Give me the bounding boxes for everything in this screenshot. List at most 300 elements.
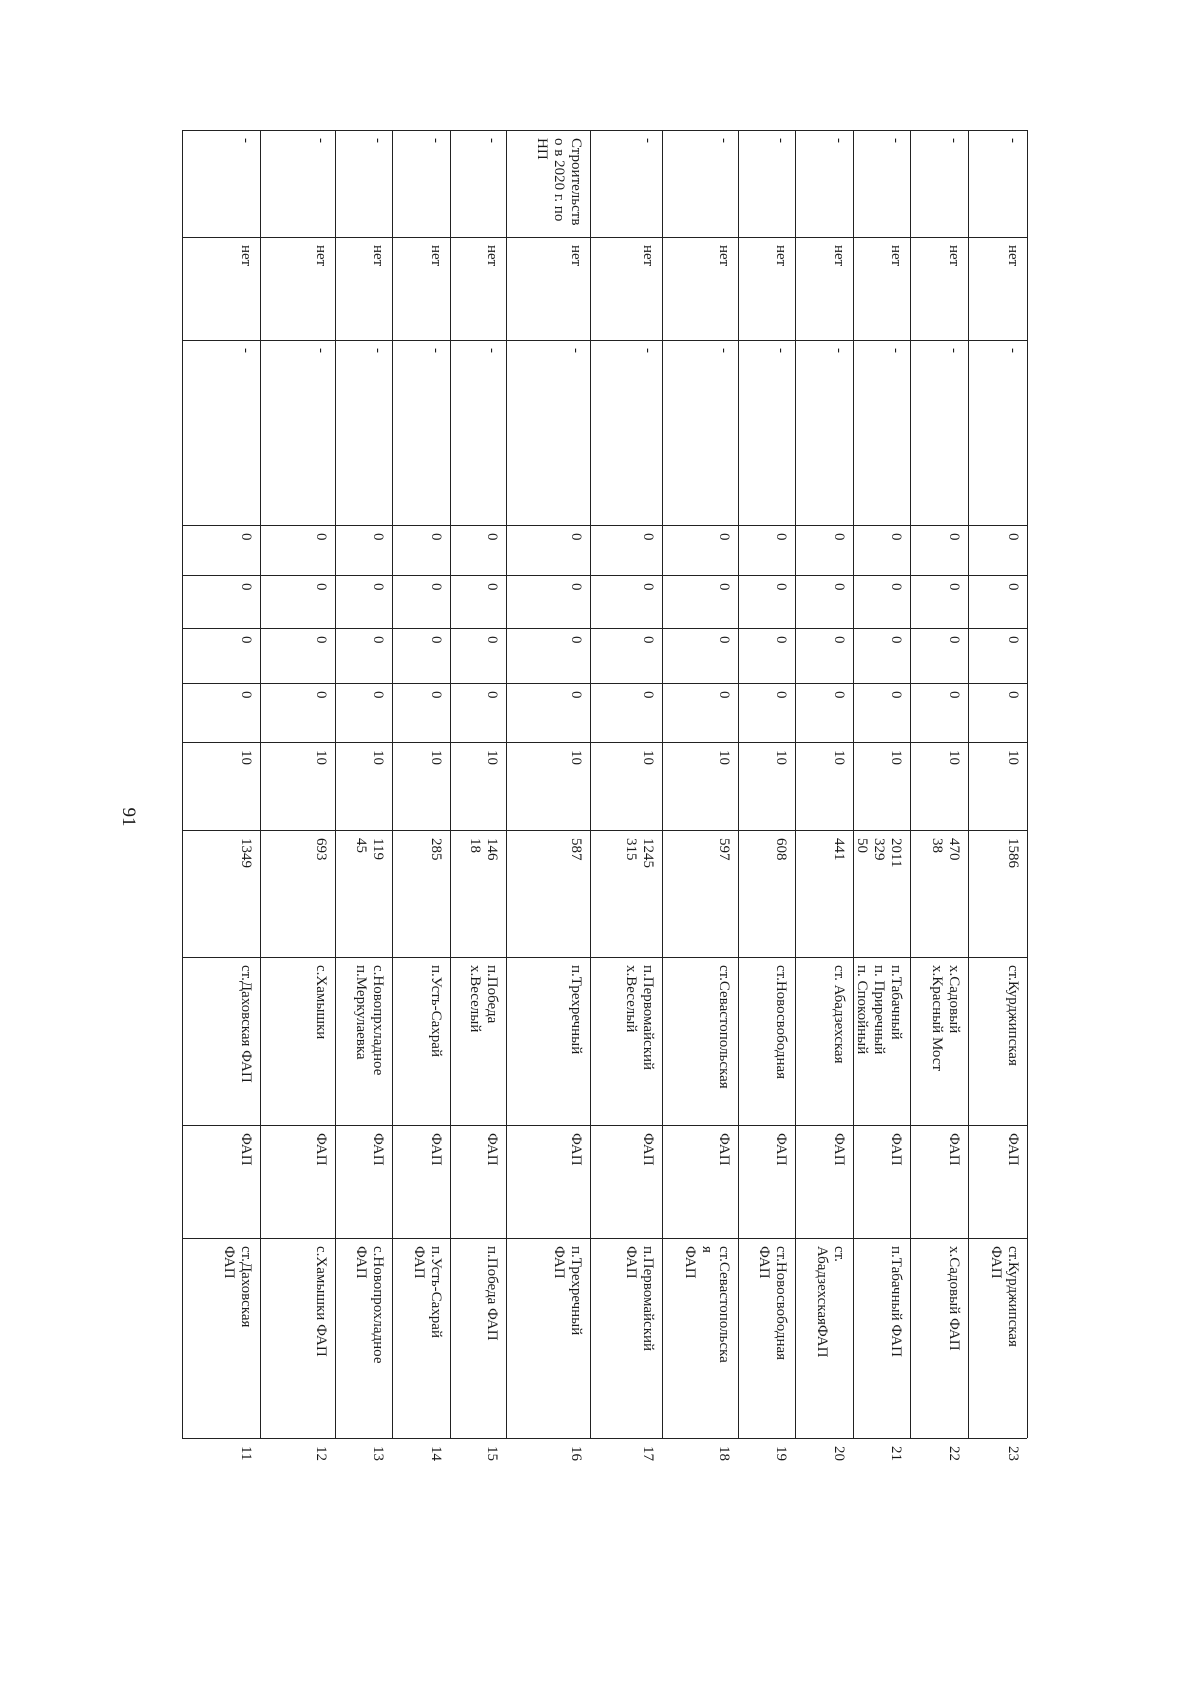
cell-line: с.Новопрохладное <box>370 1246 386 1364</box>
cell-line: 0 <box>428 583 444 591</box>
cell-line: 12 <box>313 1446 329 1461</box>
cell-line: - <box>640 348 656 353</box>
cell-line: 20 <box>831 1446 847 1461</box>
type-cell <box>427 1133 444 1166</box>
row-number-cell <box>369 1446 386 1461</box>
zero-cell <box>427 583 444 591</box>
cell-line: 1586 <box>1005 838 1021 868</box>
cell-line: 0 <box>428 636 444 644</box>
cell-line: 0 <box>370 636 386 644</box>
table-row-border <box>795 130 796 1438</box>
staff-cell <box>483 750 500 765</box>
dash-cell <box>887 348 904 353</box>
cell-line: - <box>716 348 732 353</box>
cell-line: п.Меркулаевка <box>353 965 369 1060</box>
cell-line: п. Приречный <box>871 965 887 1055</box>
table-column-border <box>182 340 1027 341</box>
cell-line: ФАП <box>888 1133 904 1166</box>
cell-line: 0 <box>313 533 329 541</box>
cell-line: - <box>888 348 904 353</box>
cell-line: 19 <box>773 1446 789 1461</box>
need-cell <box>945 245 962 266</box>
cell-line: 0 <box>568 583 584 591</box>
cell-line: нет <box>428 245 444 267</box>
cell-line: ст.Даховская ФАП <box>238 965 254 1083</box>
cell-line: ФАП <box>370 1133 386 1166</box>
zero-cell <box>427 636 444 644</box>
note-cell <box>369 138 386 143</box>
cell-line: с.Новопрхладное <box>370 965 386 1076</box>
cell-line: ст.Даховская <box>238 1246 254 1328</box>
settlements-cell <box>352 965 386 1075</box>
facility-name-cell <box>887 1246 904 1357</box>
cell-line: х.Садовый ФАП <box>946 1246 962 1351</box>
cell-line: НП <box>534 138 550 160</box>
type-cell <box>945 1133 962 1166</box>
cell-line: х.Веселый <box>623 965 639 1033</box>
cell-line: 0 <box>831 636 847 644</box>
cell-line: п. Спокойный <box>854 965 870 1055</box>
zero-cell <box>369 636 386 644</box>
zero-cell <box>887 533 904 541</box>
cell-line: ФАП <box>831 1133 847 1166</box>
population-cell <box>715 838 732 861</box>
note-cell <box>772 138 789 143</box>
cell-line: 0 <box>888 583 904 591</box>
cell-line: ст.Новосвободная <box>773 965 789 1080</box>
cell-line: 0 <box>640 583 656 591</box>
table-column-border <box>182 130 1027 131</box>
cell-line: 0 <box>313 636 329 644</box>
cell-line: 0 <box>238 583 254 591</box>
cell-line: нет <box>313 245 329 267</box>
row-number-cell <box>427 1446 444 1461</box>
zero-cell <box>772 533 789 541</box>
population-cell <box>352 838 386 860</box>
cell-line: 329 <box>871 838 887 861</box>
cell-line: нет <box>831 245 847 267</box>
cell-line: п.Победа <box>484 965 500 1024</box>
staff-cell <box>715 750 732 765</box>
cell-line: п.Трехречный <box>568 1246 584 1336</box>
settlements-cell <box>928 965 962 1071</box>
population-cell <box>567 838 584 861</box>
table-column-border <box>182 957 1027 958</box>
table-row-border <box>738 130 739 1438</box>
cell-line: 146 <box>484 838 500 861</box>
need-cell <box>483 245 500 266</box>
cell-line: 10 <box>831 750 847 765</box>
zero-cell <box>945 636 962 644</box>
cell-line: ФАП <box>484 1133 500 1166</box>
cell-line: 1349 <box>238 838 254 868</box>
cell-line: с.Хамышки <box>313 965 329 1040</box>
note-cell <box>639 138 656 143</box>
cell-line: - <box>484 138 500 143</box>
table-row-border <box>590 130 591 1438</box>
zero-cell <box>312 533 329 541</box>
cell-line: 0 <box>716 636 732 644</box>
type-cell <box>639 1133 656 1166</box>
cell-line: 18 <box>716 1446 732 1461</box>
type-cell <box>1004 1133 1021 1166</box>
note-cell <box>533 138 584 225</box>
staff-cell <box>887 750 904 765</box>
cell-line: ФАП <box>551 1246 567 1279</box>
zero-cell <box>715 636 732 644</box>
cell-line: нет <box>568 245 584 267</box>
note-cell <box>1004 138 1021 143</box>
cell-line: 0 <box>888 533 904 541</box>
zero-cell <box>427 691 444 699</box>
cell-line: 0 <box>716 533 732 541</box>
need-cell <box>887 245 904 266</box>
cell-line: ФАП <box>238 1133 254 1166</box>
cell-line: 45 <box>353 838 369 853</box>
table-row-border <box>853 130 854 1438</box>
cell-line: - <box>1005 138 1021 143</box>
table-row-border <box>450 130 451 1438</box>
type-cell <box>715 1133 732 1166</box>
zero-cell <box>772 691 789 699</box>
cell-line: ФАП <box>568 1133 584 1166</box>
cell-line: 441 <box>831 838 847 861</box>
cell-line: 0 <box>370 583 386 591</box>
cell-line: ст. <box>831 1246 847 1262</box>
zero-cell <box>772 636 789 644</box>
need-cell <box>772 245 789 266</box>
population-cell <box>466 838 500 861</box>
cell-line: 0 <box>238 691 254 699</box>
table-row-border <box>968 130 969 1438</box>
cell-line: ФАП <box>946 1133 962 1166</box>
cell-line: 0 <box>568 636 584 644</box>
settlements-cell <box>237 965 254 1083</box>
cell-line: 0 <box>888 636 904 644</box>
row-number-cell <box>1004 1446 1021 1461</box>
cell-line: 50 <box>854 838 870 853</box>
staff-cell <box>772 750 789 765</box>
cell-line: - <box>946 348 962 353</box>
settlements-cell <box>853 965 904 1054</box>
cell-line: 0 <box>946 583 962 591</box>
table-column-border <box>182 1125 1027 1126</box>
cell-line: ФАП <box>353 1246 369 1279</box>
facility-name-cell <box>622 1246 656 1351</box>
settlements-cell <box>1004 965 1021 1066</box>
table-row-border <box>662 130 663 1438</box>
cell-line: 10 <box>313 750 329 765</box>
population-cell <box>830 838 847 861</box>
cell-line: 0 <box>888 691 904 699</box>
cell-line: п.Трехречный <box>568 965 584 1055</box>
dash-cell <box>483 348 500 353</box>
zero-cell <box>483 583 500 591</box>
row-number-cell <box>830 1446 847 1461</box>
zero-cell <box>567 691 584 699</box>
cell-line: 22 <box>946 1446 962 1461</box>
cell-line: 16 <box>568 1446 584 1461</box>
zero-cell <box>945 691 962 699</box>
cell-line: 1245 <box>640 838 656 868</box>
cell-line: п.Усть-Сахрай <box>428 965 444 1057</box>
cell-line: 0 <box>946 636 962 644</box>
zero-cell <box>715 583 732 591</box>
row-number-cell <box>567 1446 584 1461</box>
staff-cell <box>567 750 584 765</box>
table-column-border <box>182 742 1027 743</box>
cell-line: 0 <box>1005 583 1021 591</box>
type-cell <box>369 1133 386 1166</box>
cell-line: 10 <box>370 750 386 765</box>
cell-line: 0 <box>946 691 962 699</box>
need-cell <box>830 245 847 266</box>
cell-line: - <box>773 138 789 143</box>
cell-line: 0 <box>238 636 254 644</box>
cell-line: 0 <box>313 691 329 699</box>
settlements-cell <box>567 965 584 1054</box>
zero-cell <box>887 636 904 644</box>
cell-line: нет <box>640 245 656 267</box>
note-cell <box>715 138 732 143</box>
zero-cell <box>427 533 444 541</box>
cell-line: - <box>238 138 254 143</box>
cell-line: 10 <box>773 750 789 765</box>
dash-cell <box>945 348 962 353</box>
population-cell <box>237 838 254 868</box>
zero-cell <box>369 533 386 541</box>
cell-line: нет <box>370 245 386 267</box>
cell-line: 0 <box>428 691 444 699</box>
cell-line: - <box>428 138 444 143</box>
type-cell <box>237 1133 254 1166</box>
need-cell <box>237 245 254 266</box>
cell-line: 0 <box>484 691 500 699</box>
cell-line: - <box>484 348 500 353</box>
type-cell <box>887 1133 904 1166</box>
dash-cell <box>237 348 254 353</box>
zero-cell <box>830 533 847 541</box>
zero-cell <box>237 583 254 591</box>
zero-cell <box>639 583 656 591</box>
cell-line: 0 <box>313 583 329 591</box>
dash-cell <box>639 348 656 353</box>
need-cell <box>312 245 329 266</box>
cell-line: ст.Новосвободная <box>773 1246 789 1361</box>
zero-cell <box>945 533 962 541</box>
staff-cell <box>427 750 444 765</box>
settlements-cell <box>715 965 732 1089</box>
cell-line: нет <box>946 245 962 267</box>
cell-line: 0 <box>1005 533 1021 541</box>
facility-name-cell <box>755 1246 789 1360</box>
zero-cell <box>715 533 732 541</box>
zero-cell <box>312 636 329 644</box>
cell-line: - <box>370 138 386 143</box>
row-number-cell <box>887 1446 904 1461</box>
cell-line: 0 <box>484 533 500 541</box>
cell-line: нет <box>484 245 500 267</box>
row-number-cell <box>639 1446 656 1461</box>
row-number-cell <box>772 1446 789 1461</box>
zero-cell <box>483 636 500 644</box>
dash-cell <box>715 348 732 353</box>
cell-line: ст.Севастопольская <box>716 965 732 1089</box>
cell-line: 0 <box>831 533 847 541</box>
note-cell <box>237 138 254 143</box>
cell-line: 0 <box>640 636 656 644</box>
table-row-border <box>506 130 507 1438</box>
cell-line: - <box>773 348 789 353</box>
cell-line: 587 <box>568 838 584 861</box>
zero-cell <box>639 636 656 644</box>
table-row-border <box>392 130 393 1438</box>
cell-line: 608 <box>773 838 789 861</box>
dash-cell <box>567 348 584 353</box>
table-column-border <box>182 628 1027 629</box>
zero-cell <box>1004 583 1021 591</box>
note-cell <box>887 138 904 143</box>
staff-cell <box>312 750 329 765</box>
population-cell <box>312 838 329 861</box>
zero-cell <box>639 533 656 541</box>
cell-line: 693 <box>313 838 329 861</box>
settlements-cell <box>466 965 500 1032</box>
row-number-cell <box>237 1446 254 1460</box>
table-row-border <box>260 130 261 1438</box>
cell-line: ст. Абадзехская <box>831 965 847 1064</box>
zero-cell <box>369 691 386 699</box>
dash-cell <box>830 348 847 353</box>
cell-line: - <box>313 138 329 143</box>
cell-line: 18 <box>467 838 483 853</box>
table-column-border <box>182 237 1027 238</box>
cell-line: 597 <box>716 838 732 861</box>
cell-line: нет <box>716 245 732 267</box>
dash-cell <box>772 348 789 353</box>
population-cell <box>772 838 789 861</box>
cell-line: 0 <box>773 533 789 541</box>
cell-line: ФАП <box>411 1246 427 1279</box>
staff-cell <box>945 750 962 765</box>
cell-line: - <box>238 348 254 353</box>
cell-line: 119 <box>370 838 386 860</box>
cell-line: ФАП <box>428 1133 444 1166</box>
dash-cell <box>312 348 329 353</box>
zero-cell <box>715 691 732 699</box>
settlements-cell <box>312 965 329 1039</box>
cell-line: 285 <box>428 838 444 861</box>
cell-line: х.Красный Мост <box>929 965 945 1072</box>
facility-name-cell <box>987 1246 1021 1347</box>
cell-line: 2011 <box>888 838 904 868</box>
cell-line: ФАП <box>988 1246 1004 1279</box>
cell-line: - <box>831 138 847 143</box>
zero-cell <box>830 636 847 644</box>
table-row-border <box>1027 130 1028 1438</box>
zero-cell <box>887 691 904 699</box>
cell-line: - <box>946 138 962 143</box>
cell-line: п.Первомайский <box>640 965 656 1071</box>
cell-line: п.Усть-Сахрай <box>428 1246 444 1338</box>
cell-line: 0 <box>773 691 789 699</box>
page-number: 91 <box>118 807 139 827</box>
cell-line: п.Победа ФАП <box>484 1246 500 1341</box>
facility-name-cell <box>945 1246 962 1351</box>
table-row-border <box>182 130 183 1438</box>
note-cell <box>483 138 500 143</box>
cell-line: 0 <box>428 533 444 541</box>
cell-line: 10 <box>1005 750 1021 765</box>
zero-cell <box>1004 533 1021 541</box>
need-cell <box>639 245 656 266</box>
zero-cell <box>567 583 584 591</box>
cell-line: с.Хамышки ФАП <box>313 1246 329 1357</box>
population-cell <box>853 838 904 867</box>
type-cell <box>312 1133 329 1166</box>
settlements-cell <box>622 965 656 1070</box>
row-number-cell <box>312 1446 329 1461</box>
cell-line: 14 <box>428 1446 444 1461</box>
cell-line: 0 <box>1005 691 1021 699</box>
cell-line: 0 <box>716 583 732 591</box>
cell-line: 11 <box>238 1446 254 1461</box>
cell-line: - <box>640 138 656 143</box>
staff-cell <box>830 750 847 765</box>
zero-cell <box>830 583 847 591</box>
cell-line: - <box>716 138 732 143</box>
cell-line: Строительств <box>568 138 584 226</box>
cell-line: 0 <box>640 533 656 541</box>
zero-cell <box>945 583 962 591</box>
cell-line: 0 <box>773 636 789 644</box>
cell-line: 10 <box>716 750 732 765</box>
cell-line: 0 <box>484 636 500 644</box>
population-cell <box>427 838 444 861</box>
cell-line: 0 <box>773 583 789 591</box>
dash-cell <box>427 348 444 353</box>
cell-line: ФАП <box>623 1246 639 1279</box>
cell-line: ФАП <box>640 1133 656 1166</box>
need-cell <box>369 245 386 266</box>
cell-line: 17 <box>640 1446 656 1461</box>
cell-line: 23 <box>1005 1446 1021 1461</box>
cell-line: 10 <box>888 750 904 765</box>
cell-line: ФАП <box>716 1133 732 1166</box>
type-cell <box>567 1133 584 1166</box>
staff-cell <box>369 750 386 765</box>
staff-cell <box>237 750 254 765</box>
facility-name-cell <box>550 1246 584 1335</box>
table-column-border <box>182 683 1027 684</box>
cell-line: я <box>699 1246 715 1253</box>
facility-name-cell <box>483 1246 500 1341</box>
table-column-border <box>182 1238 1027 1239</box>
settlements-cell <box>830 965 847 1064</box>
population-cell <box>1004 838 1021 868</box>
cell-line: 0 <box>238 533 254 541</box>
cell-line: - <box>313 348 329 353</box>
note-cell <box>830 138 847 143</box>
cell-line: 315 <box>623 838 639 861</box>
zero-cell <box>1004 691 1021 699</box>
cell-line: х.Садовый <box>946 965 962 1034</box>
zero-cell <box>567 533 584 541</box>
need-cell <box>427 245 444 266</box>
note-cell <box>312 138 329 143</box>
settlements-cell <box>772 965 789 1079</box>
cell-line: 10 <box>640 750 656 765</box>
